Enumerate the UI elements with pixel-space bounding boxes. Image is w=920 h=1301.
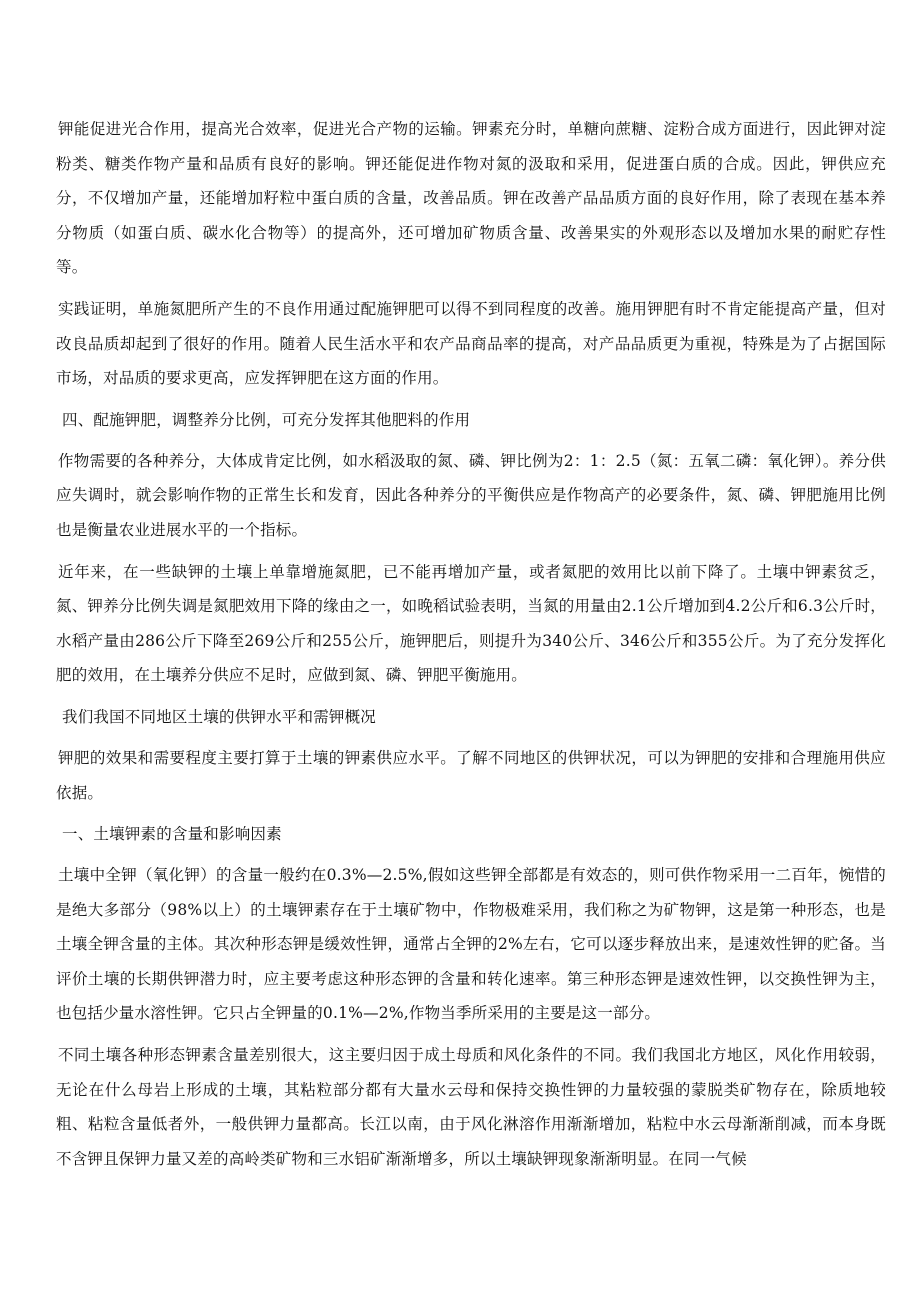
paragraph-potash-effect: 钾肥的效果和需要程度主要打算于土壤的钾素供应水平。了解不同地区的供钾状况，可以为钾肥的安排和合理施用供应依据。 — [56, 748, 886, 802]
section-heading-1: 一、土壤钾素的含量和影响因素 — [62, 825, 282, 844]
paragraph-soil-total-potassium: 土壤中全钾（氧化钾）的含量一般约在0.3%—2.5%,假如这些钾全部都是有效态的，则可供作物采用一二百年，惋惜的是绝大多部分（98%以上）的土壤钾素存在于土壤矿物中，作物极难采用，我们称之为矿物钾，这是第一种形态，也是土壤全钾含量的主体。其次种形态钾是缓效性钾，通常占全钾的2%左右，它可以逐步释放出来，是速效性钾的贮备。当评价土壤的长期供钾潜力时，应主要考虑这种形态钾的含量和转化速率。第三种形态钾是速效性钾，以交换性钾为主，也包括少量水溶性钾。它只占全钾量的0.1%—2%,作物当季所采用的主要是这一部分。 — [56, 866, 886, 1023]
paragraph-nutrient-ratio: 作物需要的各种养分，大体成肯定比例，如水稻汲取的氮、磷、钾比例为2：1：2.5（氮：五氧二磷：氧化钾）。养分供应失调时，就会影响作物的正常生长和发育，因此各种养分的平衡供应是作物高产的必要条件，氮、磷、钾肥施用比例也是衡量农业进展水平的一个指标。 — [56, 451, 886, 539]
paragraph-practice-proof: 实践证明，单施氮肥所产生的不良作用通过配施钾肥可以得不到同程度的改善。施用钾肥有时不肯定能提高产量，但对改良品质却起到了很好的作用。随着人民生活水平和农产品商品率的提高，对产品品质更为重视，特殊是为了占据国际市场，对品质的要求更高，应发挥钾肥在这方面的作用。 — [56, 299, 886, 388]
paragraph-potassium-photosynthesis: 钾能促进光合作用，提高光合效率，促进光合产物的运输。钾素充分时，单糖向蔗糖、淀粉合成方面进行，因此钾对淀粉类、糖类作物产量和品质有良好的影响。钾还能促进作物对氮的汲取和采用，促进蛋白质的合成。因此，钾供应充分，不仅增加产量，还能增加籽粒中蛋白质的含量，改善品质。钾在改善产品品质方面的良好作用，除了表现在基本养分物质（如蛋白质、碳水化合物等）的提高外，还可增加矿物质含量、改善果实的外观形态以及增加水果的耐贮存性等。 — [56, 120, 886, 277]
paragraph-soil-differences: 不同土壤各种形态钾素含量差别很大，这主要归因于成土母质和风化条件的不同。我们我国北方地区，风化作用较弱，无论在什么母岩上形成的土壤，其粘粒部分都有大量水云母和保持交换性钾的力量较强的蒙脱类矿物存在，除质地较粗、粘粒含量低者外，一般供钾力量都高。长江以南，由于风化淋溶作用渐渐增加，粘粒中水云母渐渐削减，而本身既不含钾且保钾力量又差的高岭类矿物和三水铝矿渐渐增多，所以土壤缺钾现象渐渐明显。在同一气候 — [56, 1046, 886, 1168]
section-heading-soil-supply: 我们我国不同地区土壤的供钾水平和需钾概况 — [62, 707, 377, 726]
section-heading-4: 四、配施钾肥，调整养分比例，可充分发挥其他肥料的作用 — [62, 410, 471, 429]
paragraph-recent-years: 近年来，在一些缺钾的土壤上单靠增施氮肥，已不能再增加产量，或者氮肥的效用比以前下降了。土壤中钾素贫乏，氮、钾养分比例失调是氮肥效用下降的缘由之一，如晚稻试验表明，当氮的用量由2.1公斤增加到4.2公斤和6.3公斤时，水稻产量由286公斤下降至269公斤和255公斤，施钾肥后，则提升为340公斤、346公斤和355公斤。为了充分发挥化肥的效用，在土壤养分供应不足时，应做到氮、磷、钾肥平衡施用。 — [56, 562, 886, 685]
document-body — [56, 112, 886, 1183]
